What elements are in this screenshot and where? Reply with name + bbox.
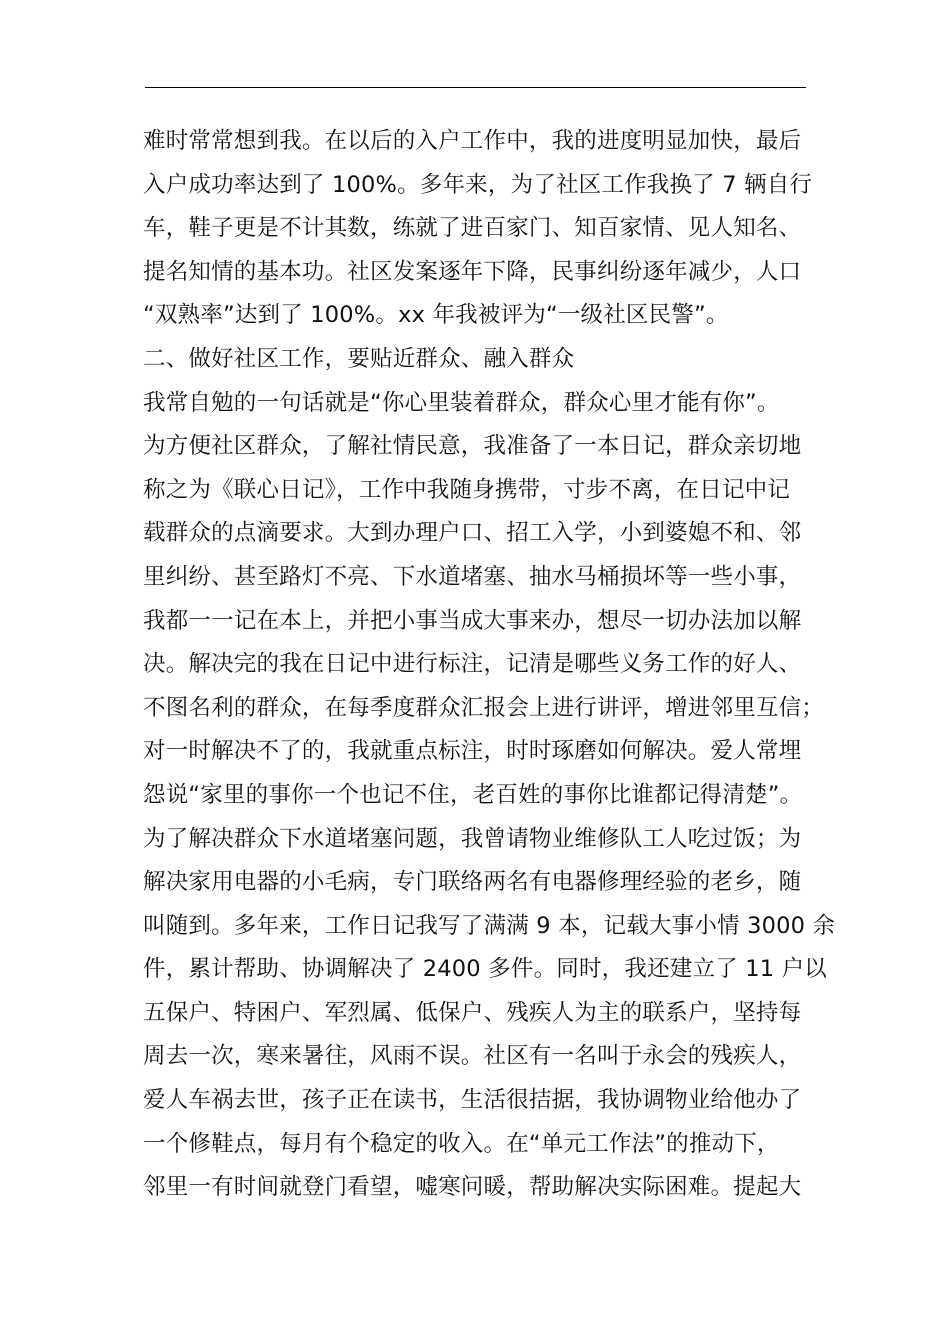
section-heading: 二、做好社区工作，要贴近群众、融入群众 [143,345,575,372]
text-line: 五保户、特困户、军烈属、低保户、残疾人为主的联系户，坚持每 [143,999,802,1026]
text-line: 决。解决完的我在日记中进行标注，记清是哪些义务工作的好人、 [143,651,802,678]
text-line: 爱人车祸去世，孩子正在读书，生活很拮据，我协调物业给他办了 [143,1087,802,1114]
text-line: 一个修鞋点，每月有个稳定的收入。在“单元工作法”的推动下， [143,1130,780,1157]
text-line: 对一时解决不了的，我就重点标注，时时琢磨如何解决。爱人常埋 [143,738,802,765]
text-line: 邻里一有时间就登门看望，嘘寒问暖，帮助解决实际困难。提起大 [143,1174,802,1201]
text-line: 载群众的点滴要求。大到办理户口、招工入学，小到婆媳不和、邻 [143,520,802,547]
text-line: 解决家用电器的小毛病，专门联络两名有电器修理经验的老乡，随 [143,869,802,896]
text-line: 难时常常想到我。在以后的入户工作中，我的进度明显加快，最后 [143,128,802,154]
text-line: 怨说“家里的事你一个也记不住，老百姓的事你比谁都记得清楚”。 [143,781,803,808]
text-line: “双熟率”达到了 100%。xx 年我被评为“一级社区民警”。 [143,302,729,329]
text-line: 周去一次，寒来暑往，风雨不误。社区有一名叫于永会的残疾人， [143,1043,802,1070]
text-line: 称之为《联心日记》，工作中我随身携带，寸步不离，在日记中记 [143,476,791,503]
text-line: 提名知情的基本功。社区发案逐年下降，民事纠纷逐年减少，人口 [143,258,802,285]
body-text [143,120,836,1210]
text-line: 车，鞋子更是不计其数，练就了进百家门、知百家情、见人知名、 [143,215,802,242]
text-line: 叫随到。多年来，工作日记我写了满满 9 本，记载大事小情 3000 余 [143,912,836,939]
text-line: 为方便社区群众，了解社情民意，我准备了一本日记，群众亲切地 [143,433,802,460]
text-line: 我常自勉的一句话就是“你心里装着群众，群众心里才能有你”。 [143,389,780,416]
text-line: 我都一一记在本上，并把小事当成大事来办，想尽一切办法加以解 [143,607,802,634]
text-line: 为了解决群众下水道堵塞问题，我曾请物业维修队工人吃过饭；为 [143,825,802,852]
header-rule [145,87,806,88]
text-line: 里纠纷、甚至路灯不亮、下水道堵塞、抽水马桶损坏等一些小事， [143,563,802,590]
text-line: 件，累计帮助、协调解决了 2400 多件。同时，我还建立了 11 户以 [143,956,828,983]
text-line: 入户成功率达到了 100%。多年来，为了社区工作我换了 7 辆自行 [143,171,813,198]
text-line: 不图名利的群众，在每季度群众汇报会上进行讲评，增进邻里互信； [143,694,825,721]
